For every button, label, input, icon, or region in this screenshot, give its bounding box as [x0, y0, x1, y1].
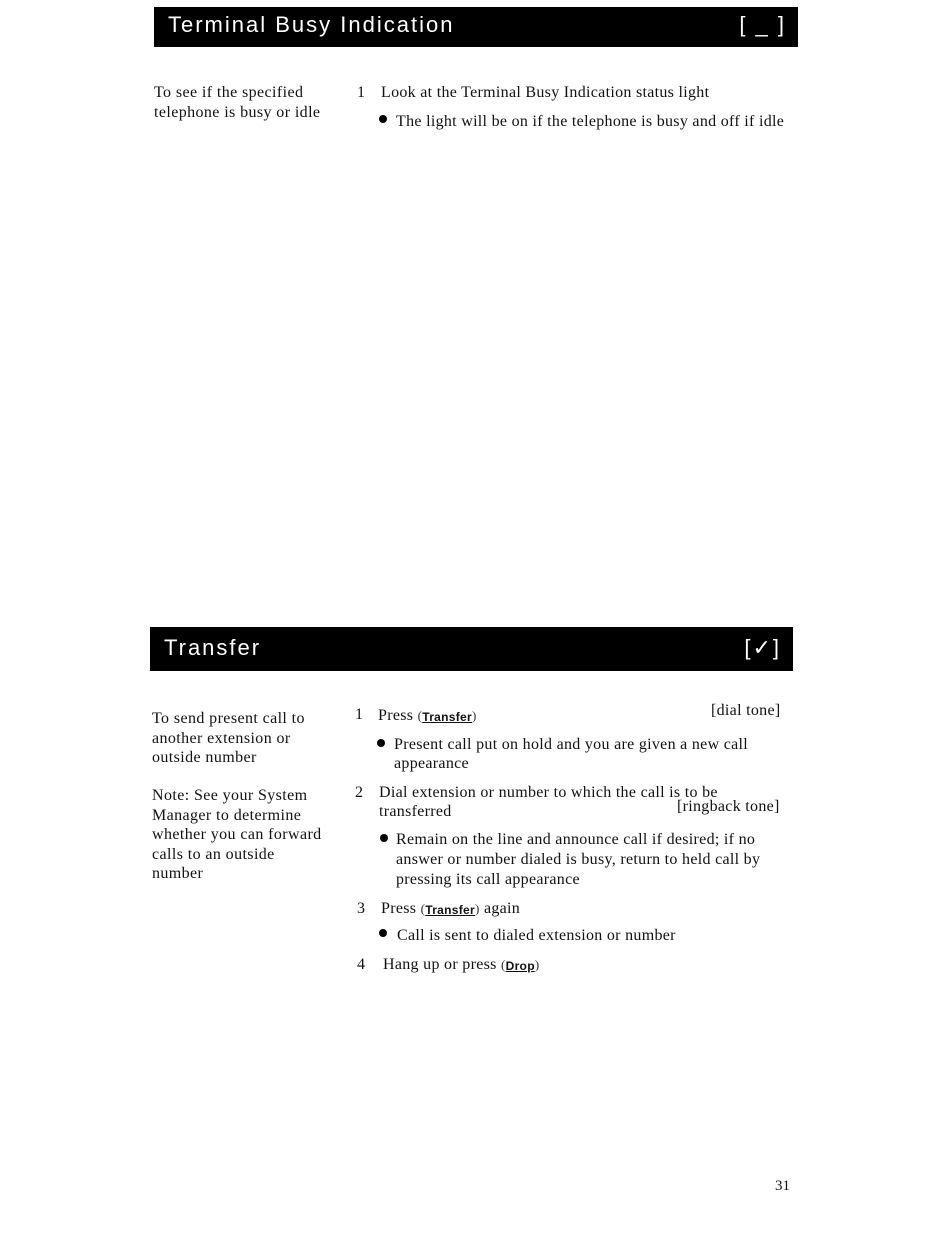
section-header-terminal-busy-indication	[154, 7, 798, 47]
bullet-icon	[379, 115, 387, 123]
transfer-key: Transfer	[425, 903, 475, 917]
step-number: 4	[357, 956, 365, 973]
checkbox-marker: [ _ ]	[739, 12, 786, 37]
step-text: Press (Transfer)	[378, 706, 477, 726]
bullet-text: The light will be on if the telephone is busy and off if idle	[396, 113, 785, 130]
step-text: Press (Transfer) again	[381, 899, 520, 919]
again-label: again	[483, 900, 521, 917]
press-label: Press	[381, 900, 417, 917]
tone-label: [ringback tone]	[677, 798, 780, 815]
bullet-text: Remain on the line and announce call if desired; if no answer or number dialed is busy, return to held call by pressing its call appearance	[396, 831, 761, 888]
section-title: Terminal Busy Indication	[168, 12, 455, 37]
transfer-key: Transfer	[422, 710, 472, 724]
bullet-icon	[377, 739, 385, 747]
step-text: Dial extension or number to which the call is to be transferred	[379, 784, 718, 820]
bullet-icon	[379, 929, 387, 937]
step-number: 1	[355, 706, 363, 723]
step-number: 1	[357, 84, 365, 101]
tbi-purpose: To see if the specified telephone is busy or idle	[154, 84, 321, 121]
bullet-text: Present call put on hold and you are given a new call appearance	[394, 736, 749, 772]
step-text: Hang up or press (Drop)	[383, 955, 539, 975]
drop-key: Drop	[505, 959, 535, 973]
tone-label: [dial tone]	[711, 702, 781, 719]
section-title: Transfer	[164, 635, 262, 660]
step-number: 2	[355, 784, 363, 801]
step-text: Look at the Terminal Busy Indication status light	[381, 84, 710, 101]
bullet-text: Call is sent to dialed extension or number	[397, 927, 676, 944]
transfer-note: Note: See your System Manager to determine whether you can forward calls to an outside number	[152, 787, 322, 882]
page-number: 31	[775, 1178, 790, 1194]
checkbox-marker: [✓]	[744, 635, 781, 660]
section-header-transfer	[150, 627, 793, 671]
bullet-icon	[380, 834, 388, 842]
press-label: Press	[378, 707, 414, 724]
step-number: 3	[357, 900, 365, 917]
hangup-label: Hang up or press	[383, 956, 497, 973]
transfer-purpose: To send present call to another extension or outside number	[152, 710, 305, 766]
